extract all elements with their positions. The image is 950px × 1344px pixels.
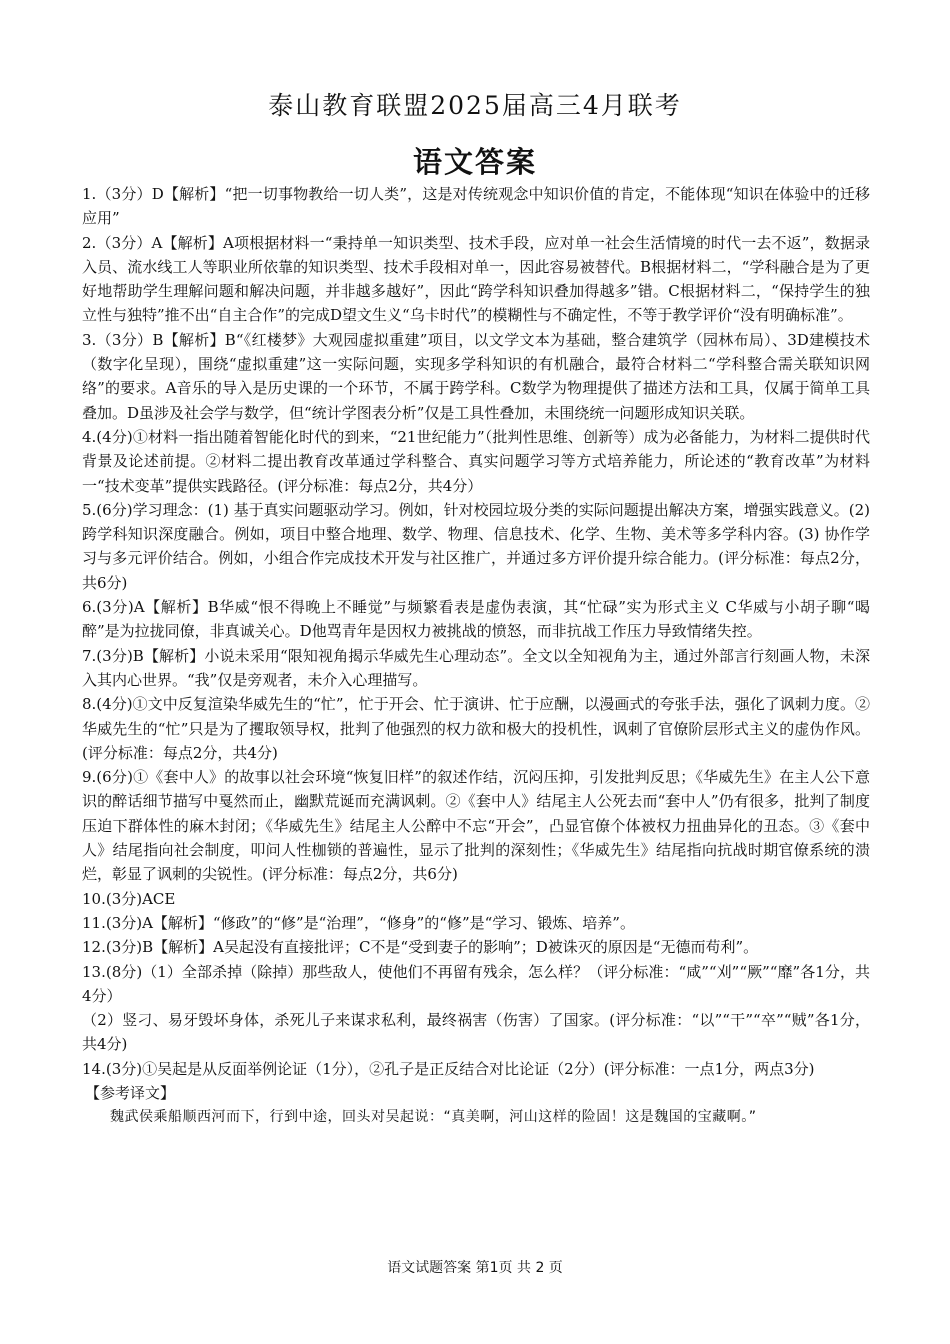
answer-item-2: 2.（3分）A【解析】A项根据材料一“秉持单一知识类型、技术手段，应对单一社会生活情境的时代一去不返”，数据录入员、流水线工人等职业所依靠的知识类型、技术手段相对单一，因此容易被替代。B根据材料二，“学科融合是为了更好地帮助学生理解问题和解决问题，并非越多越好”，因此“跨学科知识叠加得越多”错。C根据材料二，“保持学生的独立性与独特”推不出“自主合作”的完成D望文生义“乌卡时代”的模糊性与不确定性，不等于教学评价“没有明确标准”。 (82, 233, 870, 325)
answer-item-13-part-2: （2）竖刁、易牙毁坏身体，杀死儿子来谋求私利，最终祸害（伤害）了国家。(评分标准：“以”“干”“卒”“贼”各1分，共4分) (82, 1011, 870, 1054)
answer-item-12: 12.(3分)B【解析】A吴起没有直接批评；C不是“受到妻子的影响”；D被诛灭的原因是“无德而苟利”。 (82, 938, 759, 957)
answer-item-5: 5.(6分)学习理念：(1) 基于真实问题驱动学习。例如，针对校园垃圾分类的实际问题提出解决方案，增强实践意义。(2) 跨学科知识深度融合。例如，项目中整合地理、数学、物理、信息技术、化学、生物、美术等多学科内容。(3) 协作学习与多元评价结合。例如，小组合作完成技术开发与社区推广，并通过多方评价提升综合能力。(评分标准：每点2分，共6分) (82, 500, 870, 592)
answer-item-14: 14.(3分)①吴起是从反面举例论证（1分），②孔子是正反结合对比论证（2分）(评分标准：一点1分，两点3分) (82, 1059, 815, 1078)
answer-item-10: 10.(3分)ACE (82, 889, 176, 908)
exam-title: 泰山教育联盟2025届高三4月联考 (268, 91, 682, 120)
reference-translation-text: 魏武侯乘船顺西河而下，行到中途，回头对吴起说：“真美啊，河山这样的险固！这是魏国的宝藏啊。” (110, 1109, 757, 1126)
answer-content (82, 182, 870, 1130)
answer-item-3: 3.（3分）B【解析】B“《红楼梦》大观园虚拟重建”项目，以文学文本为基础，整合建筑学（园林布局）、3D建模技术（数字化呈现），围绕“虚拟重建”这一实际问题，实现多学科知识的有机融合，最符合材料二“学科整合需关联知识网络”的要求。A音乐的导入是历史课的一个环节，不属于跨学科。C数学为物理提供了描述方法和工具，仅属于简单工具叠加。D虽涉及社会学与数学，但“统计学图表分析”仅是工具性叠加，未围绕统一问题形成知识关联。 (82, 330, 870, 422)
answer-item-7: 7.(3分)B【解析】小说未采用“限知视角揭示华威先生心理动态”。全文以全知视角为主，通过外部言行刻画人物，未深入其内心世界。“我”仅是旁观者，未介入心理描写。 (82, 646, 870, 689)
answer-item-11: 11.(3分)A【解析】“修政”的“修”是“治理”，“修身”的“修”是“学习、锻炼、培养”。 (82, 913, 635, 932)
answer-item-1: 1.（3分）D【解析】“把一切事物教给一切人类”，这是对传统观念中知识价值的肯定，不能体现“知识在体验中的迁移应用” (82, 185, 870, 228)
page-footer: 语文试题答案 第1页 共 2 页 (387, 1260, 563, 1276)
answer-item-13-part-1: 13.(8分)（1）全部杀掉（除掉）那些敌人，使他们不再留有残余，怎么样？（评分标准：“咸”“刈”“厥”“靡”各1分，共4分） (82, 962, 870, 1005)
reference-translation-heading: 【参考译文】 (85, 1083, 176, 1102)
answer-item-4: 4.(4分)①材料一指出随着智能化时代的到来，“21世纪能力”（批判性思维、创新等）成为必备能力，为材料二提供时代背景及论述前提。②材料二提出教育改革通过学科整合、真实问题学习等方式培养能力，所论述的“教育改革”为材料一“技术变革”提供实践路径。(评分标准：每点2分，共4分） (82, 427, 870, 495)
answer-item-6: 6.(3分)A【解析】B华威“恨不得晚上不睡觉”与频繁看表是虚伪表演，其“忙碌”实为形式主义 C华威与小胡子聊“喝醉”是为拉拢同僚，非真诚关心。D他骂青年是因权力被挑战的愤怒，而非抗战工作压力导致情绪失控。 (82, 598, 870, 641)
answer-item-8: 8.(4分)①文中反复渲染华威先生的“忙”，忙于开会、忙于演讲、忙于应酬，以漫画式的夸张手法，强化了讽刺力度。②华威先生的“忙”只是为了攫取领导权，批判了他强烈的权力欲和极大的投机性，讽刺了官僚阶层形式主义的虚伪作风。(评分标准：每点2分，共4分) (82, 695, 870, 762)
document-subtitle: 语文答案 (412, 145, 537, 179)
answer-item-9: 9.(6分)①《套中人》的故事以社会环境“恢复旧样”的叙述作结，沉闷压抑，引发批判反思；《华威先生》在主人公下意识的醉话细节描写中戛然而止，幽默荒诞而充满讽刺。②《套中人》结尾主人公死去而“套中人”仍有很多，批判了制度压迫下群体性的麻木封闭；《华威先生》结尾主人公醉中不忘“开会”，凸显官僚个体被权力扭曲异化的丑态。③《套中人》结尾指向社会制度，叩问人性枷锁的普遍性，显示了批判的深刻性；《华威先生》结尾指向抗战时期官僚系统的溃烂，彰显了讽刺的尖锐性。(评分标准：每点2分，共6分) (82, 768, 870, 884)
